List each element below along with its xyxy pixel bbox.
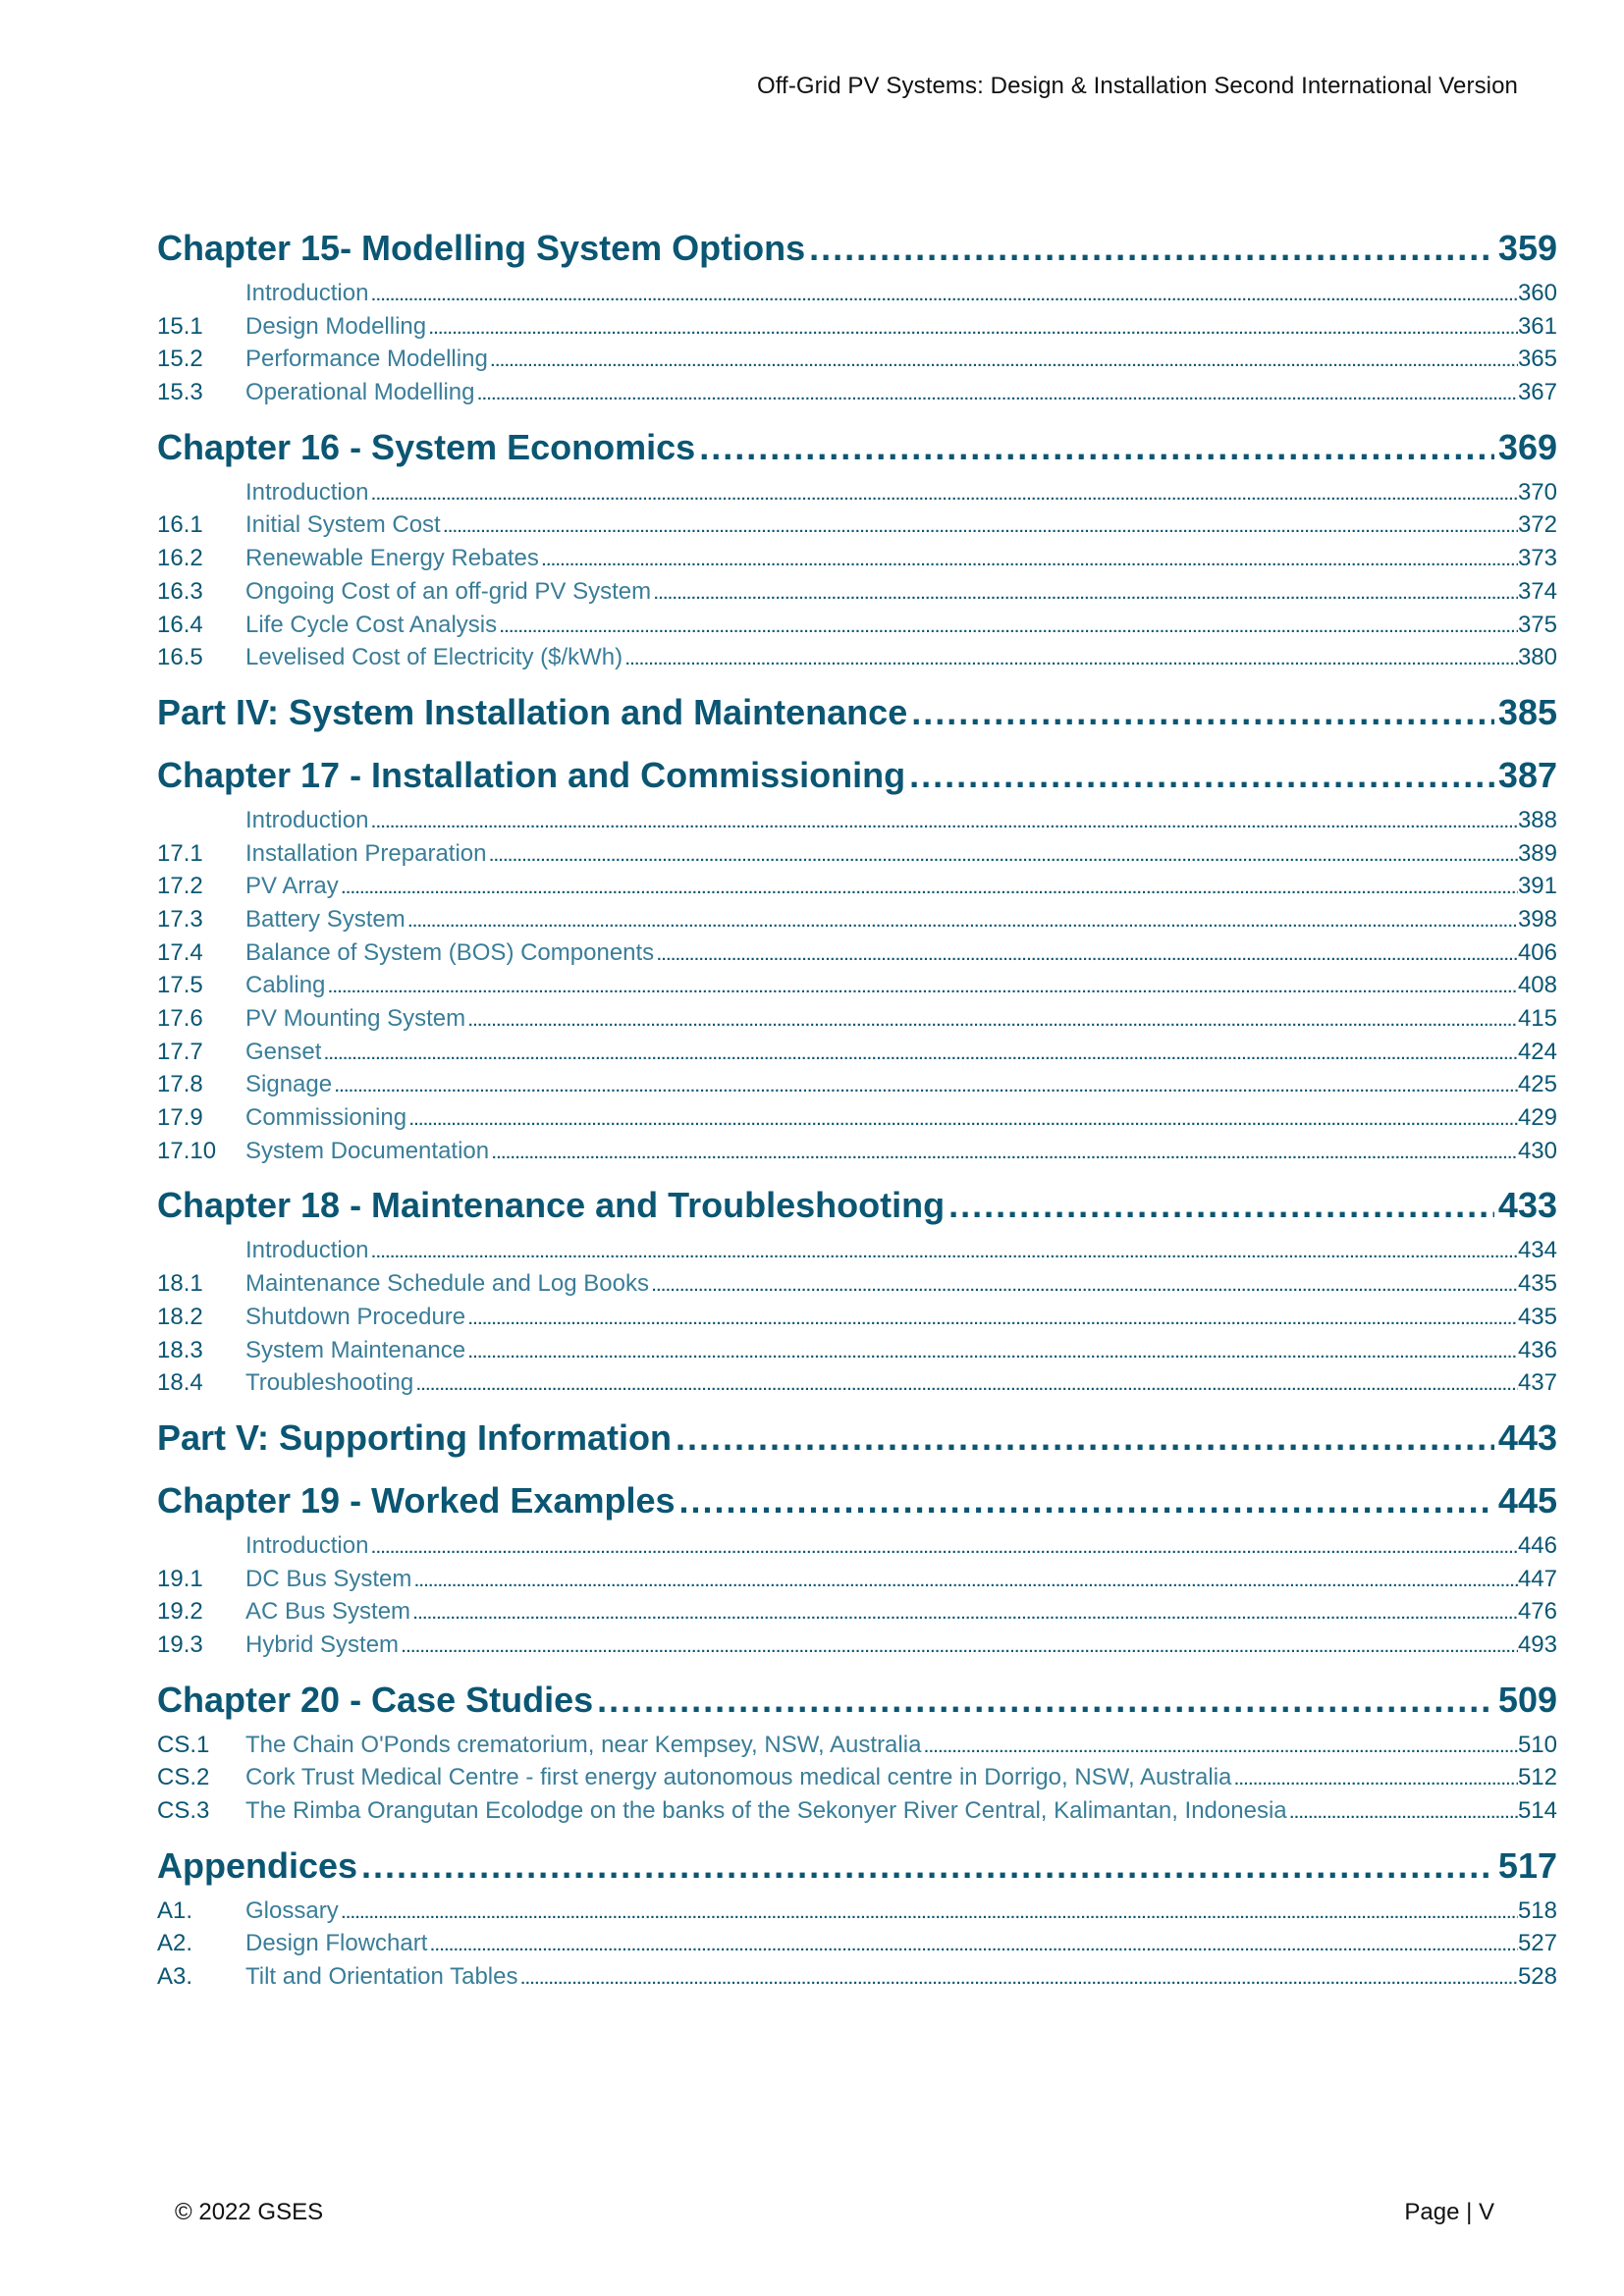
toc-heading-title: Chapter 20 - Case Studies xyxy=(157,1679,594,1720)
toc-heading-title: Chapter 19 - Worked Examples xyxy=(157,1479,676,1521)
toc-entry-title: System Maintenance xyxy=(245,1336,466,1363)
toc-entry-title: Performance Modelling xyxy=(245,346,488,373)
toc-entry[interactable] xyxy=(157,1036,1557,1069)
toc-heading-title: Chapter 18 - Maintenance and Troubleshooting xyxy=(157,1185,946,1226)
toc-section xyxy=(157,1414,1557,1476)
section-spacer xyxy=(157,1463,1557,1476)
toc-entry-page: 374 xyxy=(1517,577,1557,605)
toc-entry-page: 375 xyxy=(1517,611,1557,638)
toc-entry[interactable] xyxy=(157,1794,1557,1828)
toc-entry[interactable] xyxy=(157,508,1557,542)
toc-entry-title: Levelised Cost of Electricity ($/kWh) xyxy=(245,644,623,671)
toc-entry-title: Operational Modelling xyxy=(245,379,475,406)
toc-heading-page: 443 xyxy=(1497,1416,1557,1458)
toc-entry[interactable] xyxy=(157,1002,1557,1036)
toc-entry[interactable] xyxy=(157,1595,1557,1629)
dot-leader xyxy=(924,1729,1518,1765)
dot-leader xyxy=(521,1960,1518,1997)
toc-heading[interactable] xyxy=(157,1414,1557,1463)
toc-entry-title: Installation Preparation xyxy=(245,839,487,867)
toc-entry-page: 370 xyxy=(1517,478,1557,506)
toc-entry-page: 389 xyxy=(1517,839,1557,867)
toc-entry-list xyxy=(157,1895,1557,1994)
toc-entry-title: Signage xyxy=(245,1071,333,1098)
dot-leader xyxy=(371,804,1518,840)
dot-leader xyxy=(324,1036,1518,1072)
toc-heading[interactable] xyxy=(157,751,1557,800)
running-header: Off-Grid PV Systems: Design & Installation Second International Version xyxy=(756,73,1518,99)
dot-leader xyxy=(371,476,1518,512)
dot-leader xyxy=(948,1181,1494,1230)
toc-entry-title: Introduction xyxy=(245,478,369,506)
toc-entry-number: 17.10 xyxy=(157,1137,217,1164)
toc-entry-title: PV Array xyxy=(245,873,339,900)
toc-heading-title: Chapter 15- Modelling System Options xyxy=(157,228,806,268)
toc-entry-title: Genset xyxy=(245,1038,322,1065)
toc-entry-number: 16.3 xyxy=(157,577,203,605)
dot-leader xyxy=(1234,1761,1518,1797)
toc-entry-page: 380 xyxy=(1517,644,1557,671)
toc-entry-title: Initial System Cost xyxy=(245,511,441,539)
toc-entry[interactable] xyxy=(157,277,1557,310)
toc-entry[interactable] xyxy=(157,1267,1557,1301)
toc-entry[interactable] xyxy=(157,310,1557,344)
toc-entry-page: 435 xyxy=(1517,1270,1557,1298)
toc-entry-title: DC Bus System xyxy=(245,1565,412,1592)
dot-leader xyxy=(414,1563,1518,1599)
toc-heading-page: 387 xyxy=(1497,754,1557,795)
toc-entry-title: Ongoing Cost of an off-grid PV System xyxy=(245,577,652,605)
toc-entry-title: Renewable Energy Rebates xyxy=(245,545,539,572)
toc-entry-number: 16.4 xyxy=(157,611,203,638)
toc-entry-title: Troubleshooting xyxy=(245,1369,414,1397)
toc-entry-page: 518 xyxy=(1517,1896,1557,1924)
toc-entry[interactable] xyxy=(157,903,1557,936)
dot-leader xyxy=(430,1927,1518,1963)
toc-entry-list xyxy=(157,277,1557,409)
toc-entry[interactable] xyxy=(157,870,1557,903)
toc-entry-number: 17.7 xyxy=(157,1038,203,1065)
dot-leader xyxy=(477,376,1517,412)
toc-entry[interactable] xyxy=(157,1629,1557,1662)
toc-entry-page: 527 xyxy=(1517,1930,1557,1957)
dot-leader xyxy=(408,903,1518,939)
toc-heading[interactable] xyxy=(157,1476,1557,1525)
toc-entry-number: 17.3 xyxy=(157,905,203,933)
toc-entry-number: 16.1 xyxy=(157,511,203,539)
toc-entry-title: Hybrid System xyxy=(245,1630,400,1658)
toc-heading-page: 369 xyxy=(1497,426,1557,467)
toc-entry-page: 415 xyxy=(1517,1005,1557,1032)
toc-entry-number: 17.5 xyxy=(157,972,203,999)
dot-leader xyxy=(542,542,1518,578)
toc-entry-number: 17.8 xyxy=(157,1071,203,1098)
toc-entry[interactable] xyxy=(157,376,1557,409)
dot-leader xyxy=(909,751,1494,800)
toc-entry-page: 510 xyxy=(1517,1731,1557,1758)
dot-leader xyxy=(652,1267,1518,1304)
toc-entry[interactable] xyxy=(157,1334,1557,1367)
dot-leader xyxy=(489,837,1517,874)
dot-leader xyxy=(409,1101,1518,1138)
toc-entry[interactable] xyxy=(157,575,1557,609)
dot-leader xyxy=(676,1414,1494,1463)
toc-entry-title: Introduction xyxy=(245,1237,369,1264)
toc-entry-page: 391 xyxy=(1517,873,1557,900)
toc-entry-list xyxy=(157,1729,1557,1828)
dot-leader xyxy=(342,1895,1518,1931)
dot-leader xyxy=(699,423,1494,472)
dot-leader xyxy=(468,1301,1518,1337)
toc-entry[interactable] xyxy=(157,641,1557,674)
toc-entry[interactable] xyxy=(157,1529,1557,1563)
toc-entry-title: The Chain O'Ponds crematorium, near Kempsey, NSW, Australia xyxy=(245,1731,922,1758)
toc-entry-page: 528 xyxy=(1517,1963,1557,1991)
toc-entry-title: Balance of System (BOS) Components xyxy=(245,938,655,966)
dot-leader xyxy=(342,870,1518,906)
toc-heading-page: 445 xyxy=(1497,1479,1557,1521)
dot-leader xyxy=(1290,1794,1518,1831)
toc-heading[interactable] xyxy=(157,1676,1557,1725)
dot-leader xyxy=(328,969,1518,1005)
toc-entry-page: 430 xyxy=(1517,1137,1557,1164)
dot-leader xyxy=(371,1234,1518,1270)
dot-leader xyxy=(335,1068,1518,1104)
toc-entry-page: 361 xyxy=(1517,312,1557,340)
toc-entry-list xyxy=(157,476,1557,674)
toc-entry-page: 446 xyxy=(1517,1531,1557,1559)
toc-entry[interactable] xyxy=(157,1366,1557,1400)
toc-entry-number: A1. xyxy=(157,1896,193,1924)
toc-entry-page: 429 xyxy=(1517,1104,1557,1132)
toc-entry-number: 15.1 xyxy=(157,312,203,340)
toc-entry-page: 512 xyxy=(1517,1764,1557,1791)
toc-entry-page: 372 xyxy=(1517,511,1557,539)
toc-entry-number: 18.3 xyxy=(157,1336,203,1363)
toc-entry-page: 514 xyxy=(1517,1797,1557,1824)
toc-entry-page: 373 xyxy=(1517,545,1557,572)
toc-entry-page: 434 xyxy=(1517,1237,1557,1264)
toc-heading-page: 385 xyxy=(1497,691,1557,732)
toc-entry-number: A3. xyxy=(157,1963,193,1991)
toc-entry-title: Shutdown Procedure xyxy=(245,1303,466,1330)
toc-entry-number: 16.2 xyxy=(157,545,203,572)
dot-leader xyxy=(911,688,1494,737)
toc-entry-page: 476 xyxy=(1517,1598,1557,1626)
toc-entry[interactable] xyxy=(157,1068,1557,1101)
toc-entry[interactable] xyxy=(157,1729,1557,1762)
dot-leader xyxy=(491,343,1518,379)
toc-entry[interactable] xyxy=(157,969,1557,1002)
toc-heading-page: 359 xyxy=(1497,228,1557,268)
toc-section xyxy=(157,1181,1557,1399)
toc-entry[interactable] xyxy=(157,1761,1557,1794)
toc-entry-page: 408 xyxy=(1517,972,1557,999)
dot-leader xyxy=(371,1529,1518,1566)
dot-leader xyxy=(679,1476,1494,1525)
dot-leader xyxy=(444,508,1518,545)
toc-heading-title: Appendices xyxy=(157,1844,358,1886)
toc-entry-page: 437 xyxy=(1517,1369,1557,1397)
dot-leader xyxy=(597,1676,1494,1725)
toc-section xyxy=(157,224,1557,409)
dot-leader xyxy=(657,936,1518,973)
toc-heading[interactable] xyxy=(157,423,1557,472)
toc-entry-title: Tilt and Orientation Tables xyxy=(245,1963,518,1991)
page-number-footer: Page | V xyxy=(1404,2199,1494,2225)
toc-entry[interactable] xyxy=(157,476,1557,509)
dot-leader xyxy=(402,1629,1518,1665)
toc-entry-number: CS.1 xyxy=(157,1731,210,1758)
toc-entry[interactable] xyxy=(157,1301,1557,1334)
dot-leader xyxy=(371,277,1518,313)
toc-section xyxy=(157,1676,1557,1828)
toc-heading-title: Chapter 16 - System Economics xyxy=(157,426,696,467)
toc-entry-number: 19.1 xyxy=(157,1565,203,1592)
toc-entry-title: Cork Trust Medical Centre - first energy autonomous medical centre in Dorrigo, NSW, Australia xyxy=(245,1764,1232,1791)
toc-entry-title: Battery System xyxy=(245,905,406,933)
dot-leader xyxy=(416,1366,1518,1403)
toc-entry-page: 493 xyxy=(1517,1630,1557,1658)
toc-entry-title: AC Bus System xyxy=(245,1598,411,1626)
toc-entry-page: 436 xyxy=(1517,1336,1557,1363)
toc-entry-page: 424 xyxy=(1517,1038,1557,1065)
dot-leader xyxy=(492,1135,1518,1171)
dot-leader xyxy=(625,641,1518,677)
toc-entry-number: 17.2 xyxy=(157,873,203,900)
dot-leader xyxy=(429,310,1518,347)
toc-entry-number: 17.6 xyxy=(157,1005,203,1032)
toc-heading-title: Part V: Supporting Information xyxy=(157,1416,672,1458)
toc-heading[interactable] xyxy=(157,688,1557,737)
toc-entry-page: 398 xyxy=(1517,905,1557,933)
toc-entry-number: 19.2 xyxy=(157,1598,203,1626)
toc-entry-number: 18.1 xyxy=(157,1270,203,1298)
toc-entry-title: Design Flowchart xyxy=(245,1930,428,1957)
toc-entry-list xyxy=(157,804,1557,1168)
dot-leader xyxy=(468,1334,1518,1370)
toc-entry[interactable] xyxy=(157,804,1557,837)
toc-entry-page: 365 xyxy=(1517,346,1557,373)
toc-entry-title: Cabling xyxy=(245,972,326,999)
toc-heading-title: Part IV: System Installation and Maintenance xyxy=(157,691,908,732)
toc-entry[interactable] xyxy=(157,1927,1557,1960)
toc-entry[interactable] xyxy=(157,1563,1557,1596)
toc-entry[interactable] xyxy=(157,609,1557,642)
toc-entry-page: 425 xyxy=(1517,1071,1557,1098)
toc-entry-title: Design Modelling xyxy=(245,312,427,340)
toc-section xyxy=(157,751,1557,1168)
toc-entry-number: 18.4 xyxy=(157,1369,203,1397)
dot-leader xyxy=(500,609,1518,645)
toc-heading[interactable] xyxy=(157,224,1557,273)
toc-section xyxy=(157,1476,1557,1662)
toc-entry[interactable] xyxy=(157,542,1557,575)
toc-entry-page: 367 xyxy=(1517,379,1557,406)
toc-entry-title: Introduction xyxy=(245,1531,369,1559)
toc-entry-number: 19.3 xyxy=(157,1630,203,1658)
toc-entry-title: PV Mounting System xyxy=(245,1005,466,1032)
table-of-contents xyxy=(157,224,1557,2007)
toc-entry-page: 360 xyxy=(1517,280,1557,306)
toc-entry-list xyxy=(157,1234,1557,1399)
toc-heading-page: 433 xyxy=(1497,1185,1557,1226)
toc-section xyxy=(157,423,1557,674)
toc-entry-number: A2. xyxy=(157,1930,193,1957)
toc-entry-number: 17.9 xyxy=(157,1104,203,1132)
section-spacer xyxy=(157,737,1557,751)
dot-leader xyxy=(468,1002,1518,1039)
toc-entry[interactable] xyxy=(157,936,1557,970)
toc-entry-title: Commissioning xyxy=(245,1104,407,1132)
toc-entry-number: 17.1 xyxy=(157,839,203,867)
toc-entry[interactable] xyxy=(157,1895,1557,1928)
toc-entry[interactable] xyxy=(157,1960,1557,1994)
toc-entry-title: Glossary xyxy=(245,1896,339,1924)
toc-section xyxy=(157,1842,1557,1994)
toc-entry-number: 15.3 xyxy=(157,379,203,406)
toc-entry-page: 447 xyxy=(1517,1565,1557,1592)
toc-entry[interactable] xyxy=(157,837,1557,871)
toc-entry-number: 18.2 xyxy=(157,1303,203,1330)
dot-leader xyxy=(654,575,1518,612)
toc-entry[interactable] xyxy=(157,1135,1557,1168)
dot-leader xyxy=(809,224,1494,273)
toc-entry-number: 16.5 xyxy=(157,644,203,671)
toc-entry-number: CS.3 xyxy=(157,1797,210,1824)
toc-entry-title: Maintenance Schedule and Log Books xyxy=(245,1270,649,1298)
toc-entry-title: Life Cycle Cost Analysis xyxy=(245,611,498,638)
toc-entry-title: System Documentation xyxy=(245,1137,490,1164)
toc-entry[interactable] xyxy=(157,1234,1557,1267)
toc-section xyxy=(157,688,1557,751)
toc-entry-title: Introduction xyxy=(245,280,369,306)
toc-entry-page: 435 xyxy=(1517,1303,1557,1330)
toc-entry[interactable] xyxy=(157,343,1557,376)
copyright-footer: © 2022 GSES xyxy=(175,2199,324,2225)
toc-heading-title: Chapter 17 - Installation and Commissioning xyxy=(157,754,906,795)
toc-entry-number: CS.2 xyxy=(157,1764,210,1791)
toc-entry-title: Introduction xyxy=(245,806,369,833)
toc-heading[interactable] xyxy=(157,1181,1557,1230)
dot-leader xyxy=(361,1842,1494,1891)
toc-heading-page: 509 xyxy=(1497,1679,1557,1720)
dot-leader xyxy=(413,1595,1518,1631)
toc-entry-page: 406 xyxy=(1517,938,1557,966)
toc-heading-page: 517 xyxy=(1497,1844,1557,1886)
toc-entry-page: 388 xyxy=(1517,806,1557,833)
toc-entry[interactable] xyxy=(157,1101,1557,1135)
toc-entry-number: 17.4 xyxy=(157,938,203,966)
toc-entry-list xyxy=(157,1529,1557,1662)
toc-entry-number: 15.2 xyxy=(157,346,203,373)
toc-entry-title: The Rimba Orangutan Ecolodge on the banks of the Sekonyer River Central, Kalimantan, Indonesia xyxy=(245,1797,1287,1824)
toc-heading[interactable] xyxy=(157,1842,1557,1891)
